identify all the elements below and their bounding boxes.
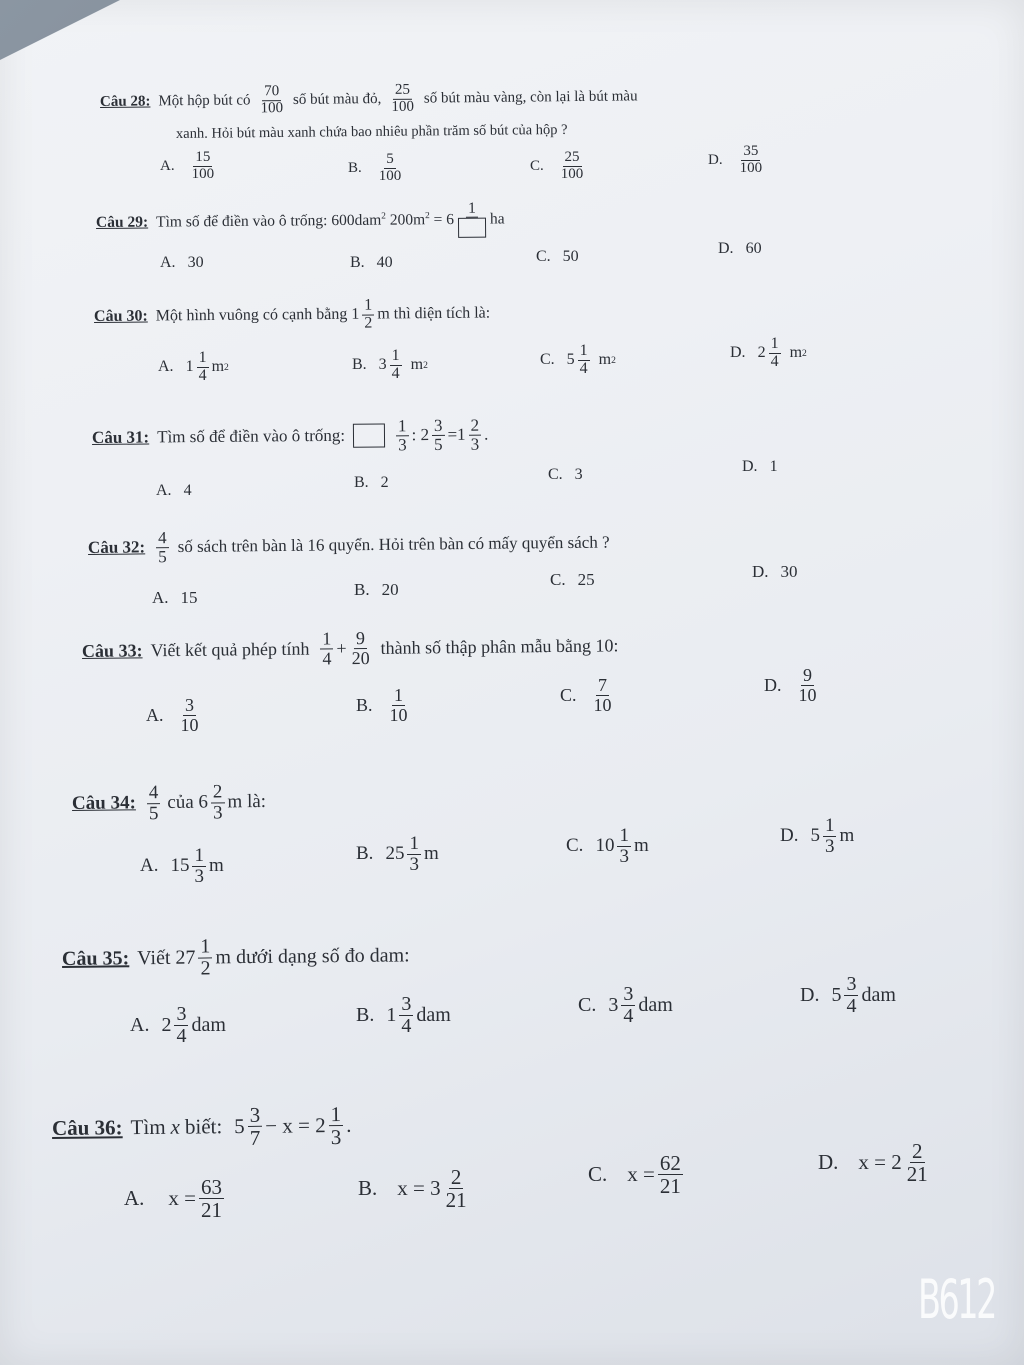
question-text: m dưới dạng số đo dam: [215, 944, 410, 969]
answer-option-b[interactable]: B. 3 $\frac{1}{4}$ m 2 [352, 347, 428, 382]
question-text: biết: [184, 1114, 223, 1139]
answer-option-c[interactable]: C. 50 [536, 248, 579, 265]
question-text: Một hình vuông có cạnh bằng 1 [155, 305, 360, 325]
answer-option-d[interactable]: D. 5 $\frac{1}{3}$ m [780, 815, 855, 857]
question-text: . [484, 424, 489, 444]
fraction: $\frac{2}{3}$ [212, 781, 223, 824]
camera-watermark: B612 [918, 1268, 995, 1331]
answer-option-a[interactable]: A. 15 [152, 588, 198, 607]
question-text: Viết kết quả phép tính [150, 638, 310, 661]
question-text: Tìm số để điền vào ô trống: 600dam$^2$ $200m^2 = 6$ [156, 210, 455, 231]
answer-option-a[interactable]: A. 1 $\frac{1}{4}$ m 2 [158, 349, 229, 384]
answer-option-a[interactable]: A. $\frac{15}{100}$ [160, 149, 215, 182]
blank-box[interactable] [458, 218, 486, 238]
operator: + [336, 638, 347, 659]
question-text: . [346, 1112, 352, 1137]
fraction: $\frac{4}{5}$ [148, 782, 159, 825]
answer-option-a[interactable]: A. 15 $\frac{1}{3}$ m [140, 845, 224, 887]
question-text: Một hộp bút có [158, 92, 251, 110]
question-label: Câu 28: [99, 93, 151, 110]
answer-option-b[interactable]: B. 40 [350, 254, 393, 271]
question-text: Tìm số để điền vào ô trống: [157, 426, 346, 447]
answer-option-c[interactable]: C. 10 $\frac{1}{3}$ m [566, 825, 649, 867]
answer-option-d[interactable]: D. $\frac{9}{10}$ [764, 665, 817, 705]
answer-option-d[interactable]: D. 60 [718, 240, 762, 257]
answer-option-c[interactable]: C. $\frac{7}{10}$ [560, 675, 612, 715]
fraction: $\frac{25}{100}$ [391, 81, 415, 115]
answer-option-c[interactable]: C. 3 [548, 466, 583, 483]
question-text: xanh. Hỏi bút màu xanh chứa bao nhiêu phần trăm số bút của hộp ? [175, 121, 568, 142]
fraction: $\frac{1}{2}$ [364, 296, 373, 332]
answer-option-c[interactable]: C. $\frac{25}{100}$ [530, 149, 584, 182]
fraction: $\frac{1}{2}$ [200, 935, 211, 980]
fraction: $\frac{1}{3}$ [397, 416, 407, 455]
question-text: Tìm [130, 1114, 166, 1140]
answer-option-d[interactable]: D. 1 [742, 458, 778, 475]
question-text: =1 [447, 425, 466, 445]
fraction: $\frac{1}{4}$ [322, 628, 332, 669]
question-label: Câu 36: [51, 1115, 123, 1141]
answer-option-c[interactable]: C. 5 $\frac{1}{4}$ m 2 [540, 342, 616, 377]
question-text: ha [489, 210, 505, 228]
answer-option-c[interactable]: C. x = $\frac{62}{21}$ [588, 1151, 681, 1199]
answer-option-d[interactable]: D. 5 $\frac{3}{4}$ dam [800, 973, 896, 1017]
question-label: Câu 32: [87, 537, 146, 558]
question-text: m thì diện tích là: [377, 304, 491, 323]
question-text: thành số thập phân mẫu bằng 10: [380, 635, 619, 658]
question-label: Câu 29: [95, 213, 149, 231]
answer-option-a[interactable]: A. 2 $\frac{3}{4}$ dam [130, 1003, 226, 1047]
question-label: Câu 34: [71, 792, 136, 815]
fraction-blank: 1 [456, 201, 488, 239]
answer-option-c[interactable]: C. 3 $\frac{3}{4}$ dam [578, 983, 673, 1027]
blank-box[interactable] [353, 424, 385, 448]
question-text: số bút màu vàng, còn lại là bút màu [423, 88, 638, 107]
question-text: : 2 [411, 425, 430, 445]
question-text: của 6 [167, 792, 209, 814]
answer-option-a[interactable]: A. 30 [160, 254, 204, 271]
fraction: $\frac{9}{20}$ [351, 628, 370, 669]
answer-option-d[interactable]: D. 2 $\frac{1}{4}$ m 2 [730, 335, 807, 370]
question-text: số bút màu đỏ, [292, 90, 382, 108]
variable: x [170, 1114, 181, 1139]
fraction: $\frac{3}{5}$ [433, 415, 443, 454]
answer-option-a[interactable]: A. 4 [156, 482, 192, 499]
answer-option-b[interactable]: B. 1 $\frac{3}{4}$ dam [356, 993, 451, 1037]
question-label: Câu 33: [81, 640, 143, 661]
answer-option-b[interactable]: B. 25 $\frac{1}{3}$ m [356, 833, 439, 875]
answer-option-b[interactable]: B. $\frac{1}{10}$ [356, 685, 408, 725]
question-text: − x = 2 [265, 1113, 326, 1138]
fraction: $\frac{1}{3}$ [330, 1101, 342, 1150]
answer-option-d[interactable]: D. $\frac{35}{100}$ [708, 143, 763, 176]
answer-option-a[interactable]: A. x = $\frac{63}{21}$ [124, 1175, 223, 1223]
question-label: Câu 30: [93, 307, 148, 326]
answer-option-c[interactable]: C. 25 [550, 570, 595, 589]
answer-option-d[interactable]: D. x = 2 $\frac{2}{21}$ [818, 1139, 928, 1187]
answer-option-b[interactable]: B. x = 3 $\frac{2}{21}$ [358, 1165, 467, 1213]
answer-option-b[interactable]: B. $\frac{5}{100}$ [348, 151, 402, 184]
question-label: Câu 35: [61, 947, 130, 970]
question-text: số sách trên bàn là 16 quyển. Hỏi trên bàn có mấy quyển sách ? [177, 532, 610, 557]
question-label: Câu 31: [91, 427, 150, 448]
fraction: $\frac{2}{3}$ [470, 415, 480, 454]
answer-option-d[interactable]: D. 30 [752, 562, 798, 581]
answer-option-a[interactable]: A. $\frac{3}{10}$ [146, 695, 199, 735]
answer-option-b[interactable]: B. 20 [354, 580, 399, 599]
mixed-whole: 5 [234, 1114, 245, 1139]
answer-option-b[interactable]: B. 2 [354, 474, 389, 491]
fraction: $\frac{70}{100}$ [260, 83, 284, 117]
question-text: m là: [227, 791, 267, 813]
question-text: Viết 27 [137, 946, 196, 970]
fraction: $\frac{3}{7}$ [249, 1102, 261, 1150]
fraction: $\frac{4}{5}$ [157, 528, 167, 567]
